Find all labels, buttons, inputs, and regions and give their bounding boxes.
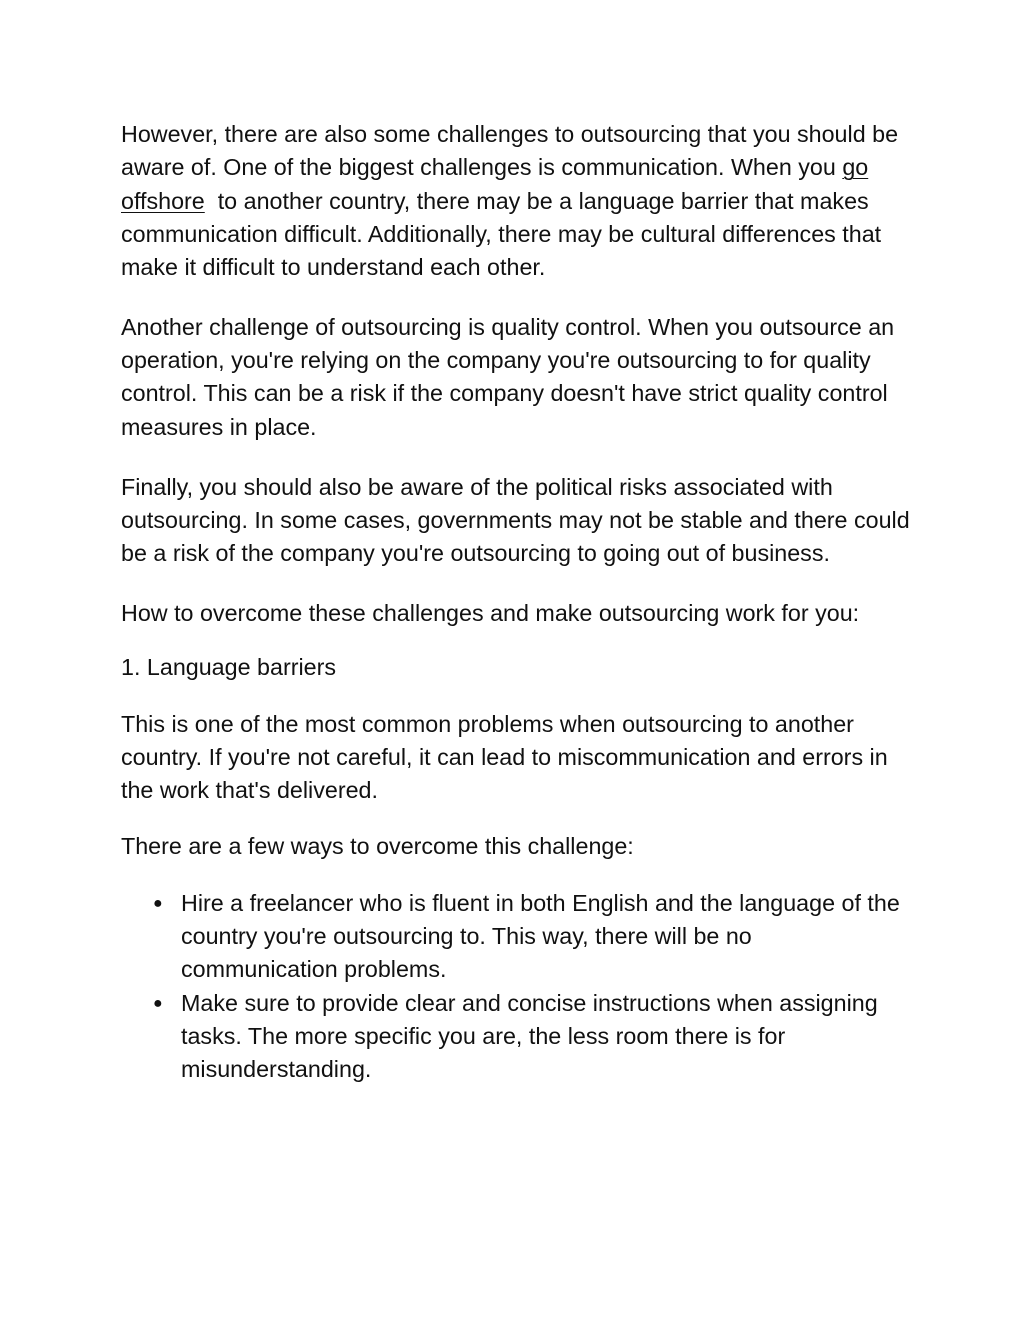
paragraph-overcome-intro: How to overcome these challenges and make outsourcing work for you: bbox=[121, 599, 860, 626]
list-item bbox=[121, 887, 911, 987]
document-page bbox=[121, 118, 911, 1087]
list-item-text: Hire a freelancer who is fluent in both English and the language of the country you're outsourcing to. This way, there will be no communication problems. bbox=[181, 889, 900, 983]
paragraph-text: However, there are also some challenges to outsourcing that you should be aware of. One of the biggest challenges is communication. When you bbox=[121, 121, 899, 181]
paragraph-text: to another country, there may be a language barrier that makes communication difficult. Additionally, there may be cultural differences that make it difficult to understand each other. bbox=[121, 187, 888, 281]
go-offshore-link[interactable]: go offshore bbox=[121, 154, 869, 214]
paragraph-language-problems: This is one of the most common problems when outsourcing to another country. If you're not careful, it can lead to miscommunication and errors in the work that's delivered. bbox=[121, 710, 888, 804]
section-heading-language-barriers: 1. Language barriers bbox=[121, 653, 336, 680]
paragraph-political-risks: Finally, you should also be aware of the political risks associated with outsourcing. In some cases, governments may not be stable and there could be a risk of the company you're outsourcing to going out of business. bbox=[121, 473, 910, 567]
bullet-icon: ● bbox=[153, 994, 163, 1012]
bullet-list bbox=[121, 887, 911, 1087]
paragraph-ways-intro: There are a few ways to overcome this challenge: bbox=[121, 833, 634, 860]
list-item-text: Make sure to provide clear and concise instructions when assigning tasks. The more specific you are, the less room there is for misunderstanding. bbox=[181, 989, 878, 1083]
bullet-icon: ● bbox=[153, 894, 163, 912]
paragraph-quality-control: Another challenge of outsourcing is quality control. When you outsource an operation, you're relying on the company you're outsourcing to for quality control. This can be a risk if the company doesn't have strict quality control measures in place. bbox=[121, 313, 895, 440]
list-item bbox=[121, 987, 911, 1087]
paragraph-communication-challenge bbox=[121, 118, 911, 284]
